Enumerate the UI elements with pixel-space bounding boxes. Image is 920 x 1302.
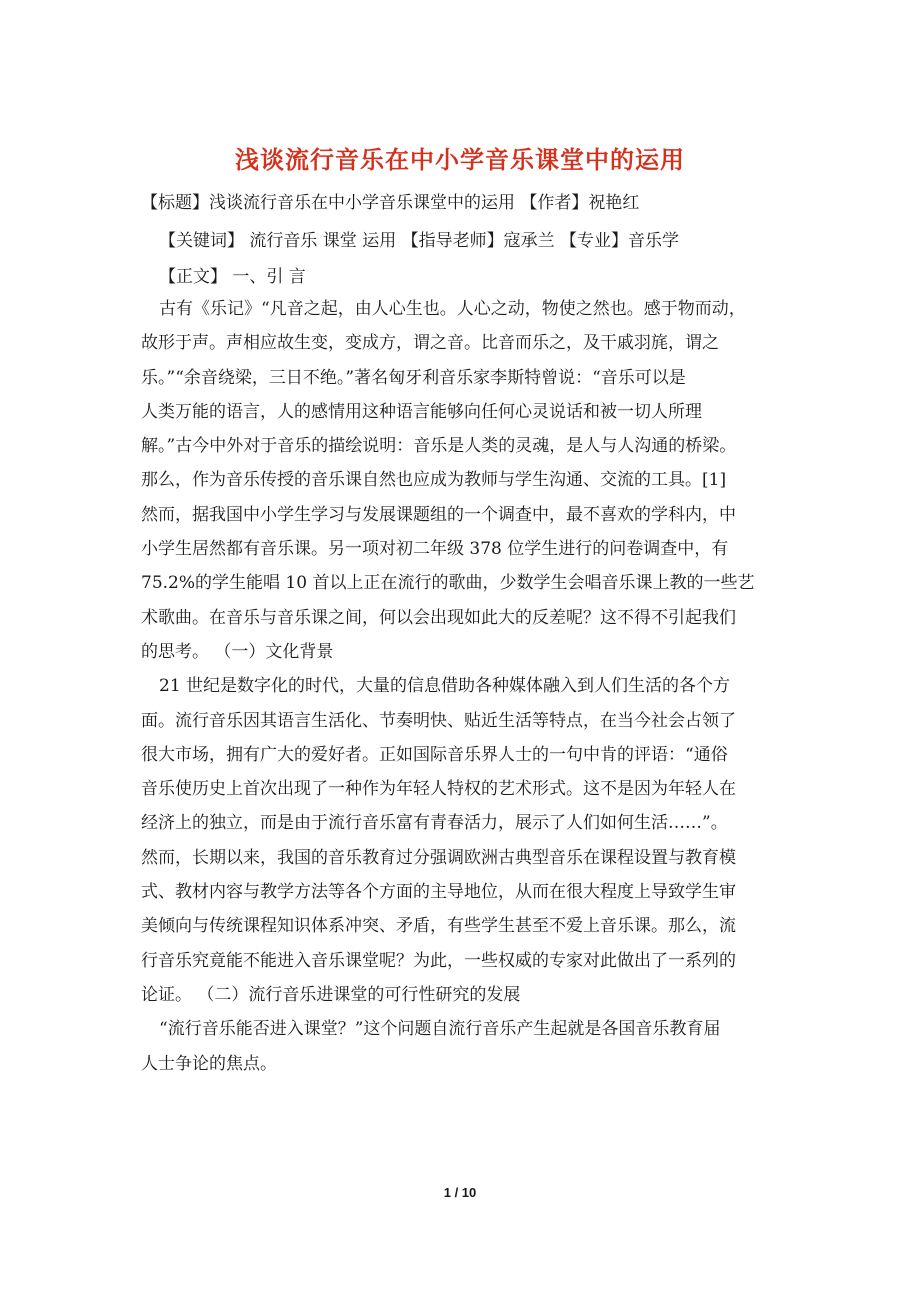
body-line: “流行音乐能否进入课堂？”这个问题自流行音乐产生起就是各国音乐教育届 [159,1019,721,1040]
body-line: 75.2%的学生能唱 10 首以上正在流行的歌曲，少数学生会唱音乐课上教的一些艺 [141,573,755,594]
body-line: 音乐使历史上首次出现了一种作为年轻人特权的艺术形式。这不是因为年轻人在 [141,779,736,800]
body-line: 面。流行音乐因其语言生活化、节奏明快、贴近生活等特点，在当今社会占领了 [141,710,736,731]
body-line: 术歌曲。在音乐与音乐课之间，何以会出现如此大的反差呢？这不得不引起我们 [141,607,736,628]
body-line: 解。”古今中外对于音乐的描绘说明：音乐是人类的灵魂，是人与人沟通的桥梁。 [141,436,737,457]
body-line: 21 世纪是数字化的时代，大量的信息借助各种媒体融入到人们生活的各个方 [159,676,731,697]
body-line: 那么，作为音乐传授的音乐课自然也应成为教师与学生沟通、交流的工具。[1] [141,470,727,491]
body-line: 乐。”“余音绕梁，三日不绝。”著名匈牙利音乐家李斯特曾说：“音乐可以是 [141,367,686,388]
document-title: 浅谈流行音乐在中小学音乐课堂中的运用 [235,145,685,174]
body-line: 然而，据我国中小学生学习与发展课题组的一个调查中，最不喜欢的学科内，中 [141,504,736,525]
body-line: 美倾向与传统课程知识体系冲突、矛盾，有些学生甚至不爱上音乐课。那么，流 [141,916,736,937]
body-line: 然而，长期以来，我国的音乐教育过分强调欧洲古典型音乐在课程设置与教育模 [141,847,736,868]
body-line: 行音乐究竟能不能进入音乐课堂呢？为此，一些权威的专家对此做出了一系列的 [141,950,736,971]
body-line: 人士争论的焦点。 [141,1053,277,1074]
meta-title-author: 【标题】浅谈流行音乐在中小学音乐课堂中的运用 【作者】祝艳红 [141,193,640,213]
body-line: 很大市场，拥有广大的爱好者。正如国际音乐界人士的一句中肯的评语：“通俗 [141,744,728,765]
document-body [141,292,801,1081]
meta-body-heading: 【正文】 一、引 言 [159,267,306,287]
body-line: 故形于声。声相应故生变，变成方，谓之音。比音而乐之，及干戚羽旄，谓之 [141,333,719,354]
meta-keywords: 【关键词】 流行音乐 课堂 运用 【指导老师】寇承兰 【专业】音乐学 [159,231,680,251]
body-line: 古有《乐记》“凡音之起，由人心生也。人心之动，物使之然也。感于物而动， [159,299,746,319]
body-line: 人类万能的语言，人的感情用这种语言能够向任何心灵说话和被一切人所理 [141,401,702,422]
section-heading-culture: 的思考。 （一）文化背景 [141,641,334,662]
body-line: 经济上的独立，而是由于流行音乐富有青春活力，展示了人们如何生活……”。 [141,813,728,834]
section-heading-feasibility: 论证。 （二）流行音乐进课堂的可行性研究的发展 [141,984,521,1005]
page-number: 1 / 10 [443,1185,477,1200]
body-line: 小学生居然都有音乐课。另一项对初二年级 378 位学生进行的问卷调查中，有 [141,539,729,560]
body-line: 式、教材内容与教学方法等各个方面的主导地位，从而在很大程度上导致学生审 [141,882,736,903]
